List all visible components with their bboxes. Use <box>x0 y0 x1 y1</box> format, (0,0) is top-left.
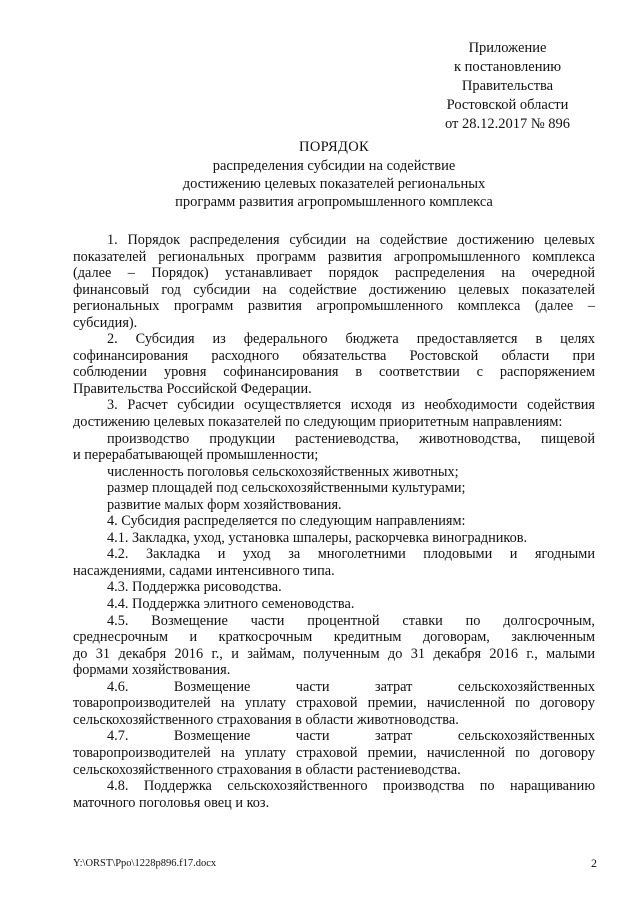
footer-file-path: Y:\ORST\Ppo\1228p896.f17.docx <box>73 858 217 869</box>
paragraph-line: товаропроизводителей на уплату страховой премии, начисленной по договору <box>73 744 595 761</box>
paragraph <box>73 728 595 778</box>
paragraph-line: региональных программ развития агропромышленного комплекса (далее – <box>73 298 595 315</box>
paragraph-line: насаждениями, садами интенсивного типа. <box>73 562 335 579</box>
paragraph <box>73 596 595 613</box>
paragraph-line: 4.6. Возмещение части затрат сельскохозяйственных <box>107 678 595 695</box>
paragraph-line: показателей региональных программ развития агропромышленного комплекса <box>73 248 595 265</box>
paragraph-line: финансовый год субсидии на содействие достижению целевых показателей <box>73 281 595 298</box>
paragraph <box>73 480 595 497</box>
paragraph-line: 4.3. Поддержка рисоводства. <box>107 579 282 596</box>
paragraph <box>73 397 595 430</box>
paragraph <box>73 513 595 530</box>
page-number: 2 <box>591 856 597 870</box>
paragraph-line: 4. Субсидия распределяется по следующим направлениям: <box>107 513 466 530</box>
paragraph <box>73 497 595 514</box>
appendix-line: от 28.12.2017 № 896 <box>444 116 571 132</box>
paragraph <box>73 778 595 811</box>
paragraph <box>73 546 595 579</box>
paragraph <box>73 679 595 729</box>
paragraph-line: сельскохозяйственного страхования в области растениеводства. <box>73 761 461 778</box>
paragraph-line: 4.1. Закладка, уход, установка шпалеры, раскорчевка виноградников. <box>107 529 528 546</box>
appendix-line: Приложение <box>468 40 547 56</box>
paragraph-line: 4.8. Поддержка сельскохозяйственного производства по наращиванию <box>107 778 595 795</box>
paragraph-line: сельскохозяйственного страхования в области животноводства. <box>73 711 459 728</box>
title-subtitle-line: распределения субсидии на содействие <box>212 158 456 174</box>
paragraph <box>73 431 595 464</box>
paragraph-line: размер площадей под сельскохозяйственными культурами; <box>107 480 466 497</box>
document-body <box>73 232 595 811</box>
paragraph <box>73 331 595 397</box>
paragraph-line: товаропроизводителей на уплату страховой премии, начисленной по договору <box>73 695 595 712</box>
appendix-line: Ростовской области <box>446 97 569 113</box>
document-title <box>73 138 595 211</box>
paragraph-line: развитие малых форм хозяйствования. <box>107 496 342 513</box>
paragraph-line: и перерабатывающей промышленности; <box>73 447 319 464</box>
paragraph-line: 4.5. Возмещение части процентной ставки по долгосрочным, <box>107 612 595 629</box>
paragraph-line: 4.7. Возмещение части затрат сельскохозяйственных <box>107 728 595 745</box>
paragraph-line: численность поголовья сельскохозяйственных животных; <box>107 463 459 480</box>
paragraph-line: до 31 декабря 2016 г., и займам, полученным до 31 декабря 2016 г., малыми <box>73 645 595 662</box>
paragraph-line: 3. Расчет субсидии осуществляется исходя из необходимости содействия <box>107 397 595 414</box>
appendix-header <box>420 39 595 134</box>
paragraph <box>73 613 595 679</box>
paragraph <box>73 579 595 596</box>
paragraph-line: (далее – Порядок) устанавливает порядок распределения на очередной <box>73 265 595 282</box>
paragraph-line: среднесрочным и краткосрочным кредитным договорам, заключенным <box>73 629 595 646</box>
paragraph-line: соблюдении уровня софинансирования в соответствии с распоряжением <box>73 364 595 381</box>
title-subtitle-line: программ развития агропромышленного комплекса <box>175 194 493 210</box>
paragraph-line: софинансирования расходного обязательства Ростовской области при <box>73 347 595 364</box>
paragraph-line: формами хозяйствования. <box>73 662 231 679</box>
paragraph <box>73 232 595 331</box>
paragraph <box>73 530 595 547</box>
appendix-line: Правительства <box>461 78 554 94</box>
paragraph-line: 4.4. Поддержка элитного семеноводства. <box>107 596 355 613</box>
paragraph-line: 2. Субсидия из федерального бюджета предоставляется в целях <box>107 331 595 348</box>
paragraph-line: субсидия). <box>73 314 138 331</box>
appendix-line: к постановлению <box>453 59 562 75</box>
paragraph-line: маточного поголовья овец и коз. <box>73 794 270 811</box>
title-subtitle-line: достижению целевых показателей региональных <box>182 176 486 192</box>
title-main: ПОРЯДОК <box>299 139 369 155</box>
paragraph <box>73 464 595 481</box>
paragraph-line: производство продукции растениеводства, животноводства, пищевой <box>107 430 595 447</box>
paragraph-line: Правительства Российской Федерации. <box>73 380 312 397</box>
paragraph-line: 1. Порядок распределения субсидии на содействие достижению целевых <box>107 232 595 248</box>
paragraph-line: 4.2. Закладка и уход за многолетними плодовыми и ягодными <box>107 546 595 563</box>
paragraph-line: достижению целевых показателей по следующим приоритетным направлениям: <box>73 414 563 431</box>
